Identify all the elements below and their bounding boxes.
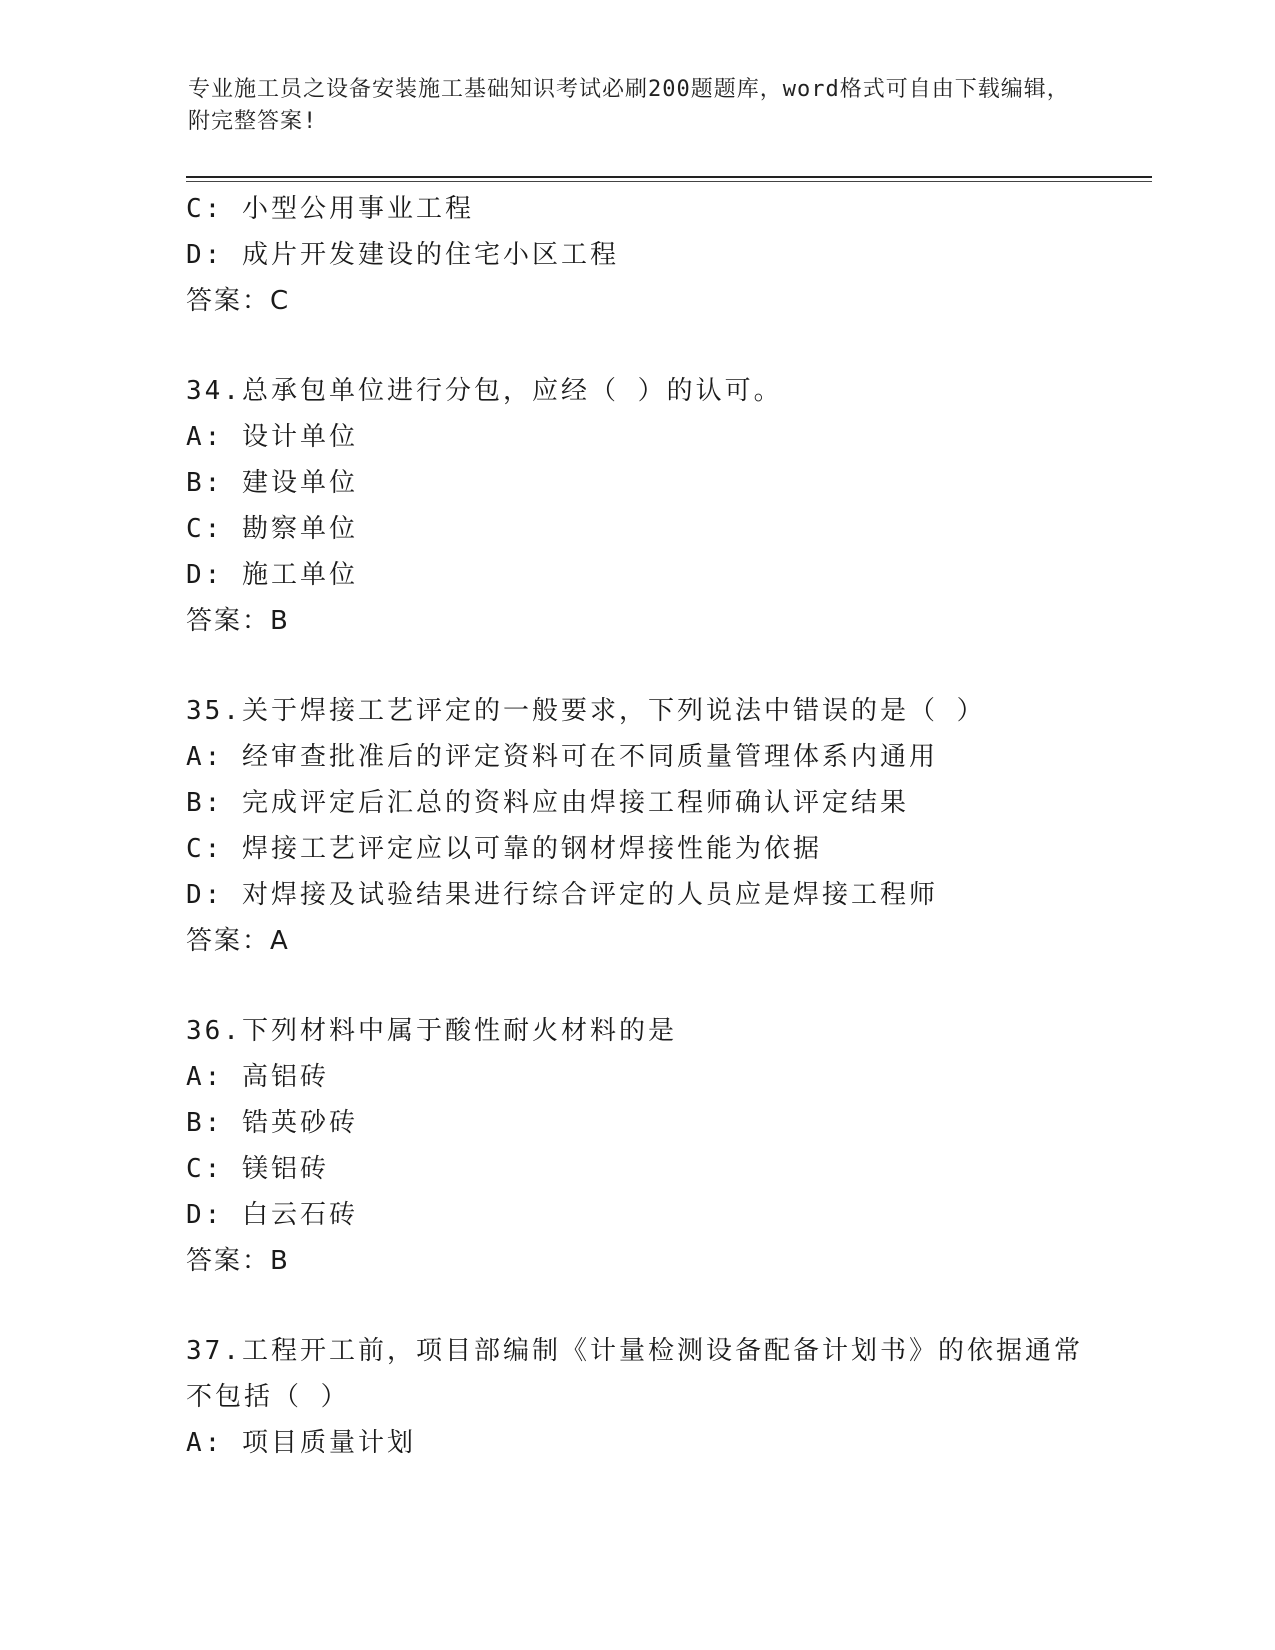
- spacer: [186, 324, 1146, 368]
- question-list: [186, 186, 1146, 1466]
- question-block-36: [186, 1008, 1146, 1284]
- question-text: 37.工程开工前，项目部编制《计量检测设备配备计划书》的依据通常不包括（ ）: [186, 1336, 1083, 1412]
- option-c: C: 焊接工艺评定应以可靠的钢材焊接性能为依据: [186, 834, 822, 864]
- question-block-33: [186, 186, 1146, 324]
- answer-label: 答案：A: [186, 926, 290, 956]
- spacer: [186, 1284, 1146, 1328]
- option-b: B: 完成评定后汇总的资料应由焊接工程师确认评定结果: [186, 788, 909, 818]
- option-d: D: 成片开发建设的住宅小区工程: [186, 240, 619, 270]
- option-c: C: 勘察单位: [186, 514, 358, 544]
- option-b: B: 建设单位: [186, 468, 358, 498]
- spacer: [186, 644, 1146, 688]
- option-a: A: 设计单位: [186, 422, 358, 452]
- question-block-34: [186, 368, 1146, 644]
- header-divider-thick: [186, 176, 1152, 178]
- question-text: 35.关于焊接工艺评定的一般要求，下列说法中错误的是（ ）: [186, 696, 986, 726]
- question-block-37: [186, 1328, 1146, 1466]
- page-header-title: 专业施工员之设备安装施工基础知识考试必刷200题题库，word格式可自由下载编辑，附完整答案!: [188, 77, 1070, 134]
- option-d: D: 白云石砖: [186, 1200, 358, 1230]
- header-divider-thin: [186, 181, 1152, 182]
- question-text: 34.总承包单位进行分包，应经（ ）的认可。: [186, 376, 783, 406]
- answer-label: 答案：C: [186, 286, 291, 316]
- option-d: D: 施工单位: [186, 560, 358, 590]
- option-a: A: 高铝砖: [186, 1062, 329, 1092]
- question-block-35: [186, 688, 1146, 964]
- question-text: 36.下列材料中属于酸性耐火材料的是: [186, 1016, 677, 1046]
- option-c: C: 小型公用事业工程: [186, 194, 474, 224]
- option-b: B: 锆英砂砖: [186, 1108, 358, 1138]
- option-a: A: 经审查批准后的评定资料可在不同质量管理体系内通用: [186, 742, 938, 772]
- answer-label: 答案：B: [186, 606, 290, 636]
- spacer: [186, 964, 1146, 1008]
- option-d: D: 对焊接及试验结果进行综合评定的人员应是焊接工程师: [186, 880, 938, 910]
- option-a: A: 项目质量计划: [186, 1428, 416, 1458]
- option-c: C: 镁铝砖: [186, 1154, 329, 1184]
- answer-label: 答案：B: [186, 1246, 290, 1276]
